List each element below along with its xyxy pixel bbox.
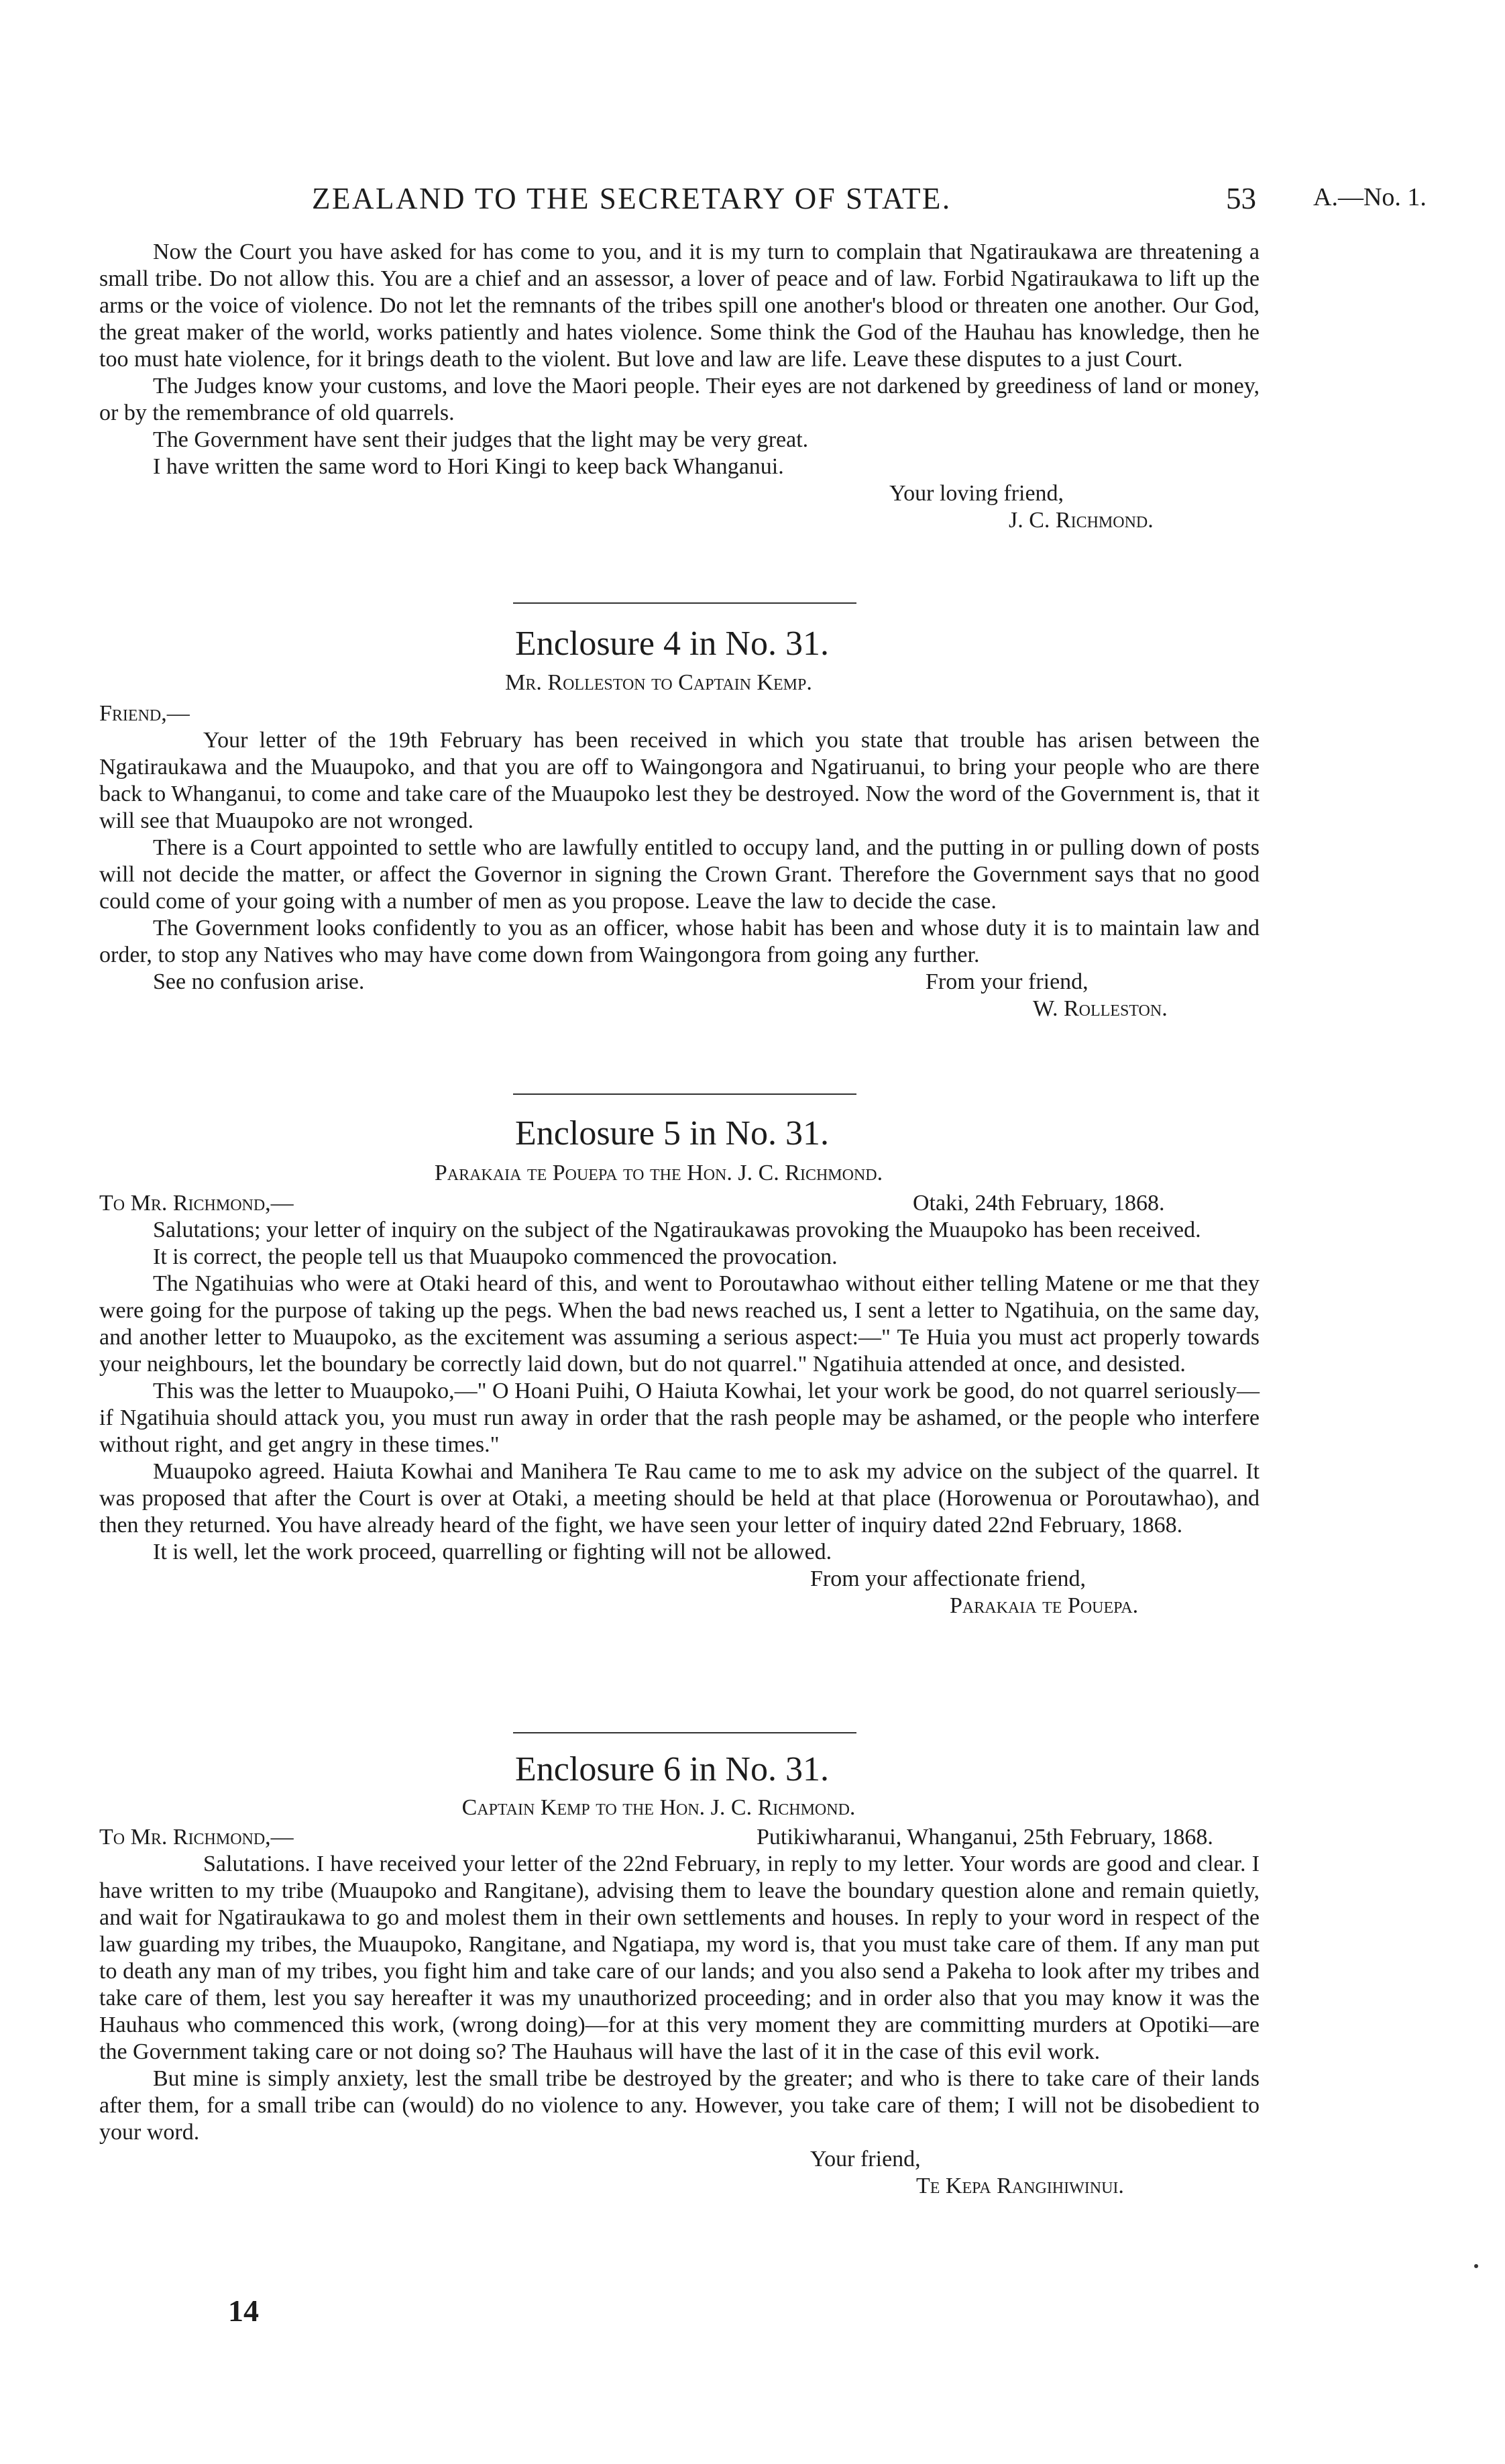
- enclosure-title: Enclosure 4 in No. 31.: [515, 625, 829, 663]
- address-line: [99, 1824, 1260, 1851]
- paragraph: I have written the same word to Hori Kingi to keep back Whanganui.: [153, 454, 784, 479]
- signature-line: [99, 2173, 1260, 2200]
- enclosure-subtitle: Mr. Rolleston to Captain Kemp.: [505, 670, 812, 695]
- paragraph: Salutations; your letter of inquiry on the subject of the Ngatiraukawas provoking the Muaupoko has been received.: [153, 1218, 1201, 1242]
- paragraph: The Government have sent their judges that the light may be very great.: [153, 427, 809, 452]
- enclosure-5-letter: [99, 1190, 1260, 1619]
- closing-line: [99, 480, 1260, 507]
- paragraph: Now the Court you have asked for has come to you, and it is my turn to complain that Ngatiraukawa are threatening a small tribe. Do not allow this. You are a chief and an assessor, a lover of peace and of law. Forbid Ngatiraukawa to lift up the arms or the voice of violence. Do not let the remnants of the tribes spill one another's blood or threaten one another. Our God, the great maker of the world, works patiently and hates violence. Some think the God of the Hauhau has knowledge, then he too must hate violence, for it brings death to the violent. But love and law are life. Leave these disputes to a just Court.: [99, 239, 1260, 372]
- salutation: Friend,—: [99, 701, 190, 726]
- enclosure-6-letter: [99, 1824, 1260, 2200]
- dateline: Putikiwharanui, Whanganui, 25th February, 1868.: [757, 1825, 1213, 1850]
- paragraph: Muaupoko agreed. Haiuta Kowhai and Manihera Te Rau came to me to ask my advice on the subject of the quarrel. It was proposed that after the Court is over at Otaki, a meeting should be held at that place (Horowenua or Poroutawhao), and then they returned. You have already heard of the fight, we have seen your letter of inquiry dated 22nd February, 1868.: [99, 1459, 1260, 1538]
- closing-line: [99, 969, 1260, 996]
- paragraph: It is correct, the people tell us that Muaupoko commenced the provocation.: [153, 1244, 838, 1269]
- enclosure-subtitle: Parakaia te Pouepa to the Hon. J. C. Richmond.: [434, 1161, 883, 1185]
- signature: Te Kepa Rangihiwinui.: [916, 2174, 1124, 2198]
- section-divider: [513, 1093, 856, 1095]
- closing: From your affectionate friend,: [810, 1566, 1086, 1591]
- enclosure-title: Enclosure 6 in No. 31.: [515, 1750, 829, 1788]
- closing: Your friend,: [810, 2147, 921, 2172]
- closing-line: [99, 1566, 1260, 1593]
- signature-line: [99, 996, 1260, 1022]
- closing-line: [99, 2146, 1260, 2173]
- paragraph: This was the letter to Muaupoko,—" O Hoani Puihi, O Haiuta Kowhai, let your work be good, do not quarrel seriously—if Ngatihuia should attack you, you must run away in order that the rash people may be ashamed, or the people who interfere without right, and get angry in these times.": [99, 1379, 1260, 1457]
- address-line: [99, 1190, 1260, 1217]
- section-divider: [513, 602, 856, 604]
- paragraph: Salutations. I have received your letter of the 22nd February, in reply to my letter. Your words are good and clear. I have written to my tribe (Muaupoko and Rangitane), advising them to leave the boundary question alone and remain quietly, and wait for Ngatiraukawa to go and molest them in their own settlements and houses. In reply to your word in respect of the law guarding my tribes, the Muaupoko, Rangitane, and Ngatiapa, my word is, that you must take care of them. If any man put to death any man of my tribes, you fight him and take care of our lands; and you also send a Pakeha to look after my tribes and take care of them, lest you say hereafter it was my unauthorized proceeding; and in order also that you may know it was the Hauhaus who commenced this work, (wrong doing)—for at this very moment they are committing murders at Opotiki—are the Government taking care or not doing so? The Hauhaus will have the last of it in the case of this evil work.: [99, 1852, 1260, 2064]
- addressee: To Mr. Richmond,—: [99, 1191, 294, 1216]
- scan-speck: [1474, 2264, 1478, 2268]
- signature-line: [99, 507, 1260, 534]
- page-header-title: ZEALAND TO THE SECRETARY OF STATE.: [312, 182, 952, 215]
- closing: Your loving friend,: [889, 481, 1064, 506]
- running-header: [0, 181, 1505, 221]
- signature: W. Rolleston.: [1033, 996, 1168, 1021]
- closing: From your friend,: [926, 969, 1089, 994]
- document-reference: A.—No. 1.: [1313, 183, 1427, 211]
- paragraph: But mine is simply anxiety, lest the small tribe be destroyed by the greater; and who is there to take care of their lands after them, for a small tribe can (would) do no violence to any. However, you take care of them; I will not be disobedient to your word.: [99, 2066, 1260, 2145]
- signature: J. C. Richmond.: [1009, 508, 1154, 533]
- signature: Parakaia te Pouepa.: [950, 1593, 1139, 1618]
- enclosure-title: Enclosure 5 in No. 31.: [515, 1114, 829, 1153]
- page-number: 53: [1226, 182, 1256, 215]
- section-divider: [513, 1732, 856, 1733]
- paragraph: The Judges know your customs, and love the Maori people. Their eyes are not darkened by greediness of land or money, or by the remembrance of old quarrels.: [99, 374, 1260, 425]
- paragraph: The Government looks confidently to you as an officer, whose habit has been and whose duty it is to maintain law and order, to stop any Natives who may have come down from Waingongora from going any further.: [99, 916, 1260, 967]
- paragraph: It is well, let the work proceed, quarrelling or fighting will not be allowed.: [153, 1540, 832, 1564]
- enclosure-subtitle: Captain Kemp to the Hon. J. C. Richmond.: [461, 1795, 856, 1820]
- paragraph: Your letter of the 19th February has been received in which you state that trouble has arisen between the Ngatiraukawa and the Muaupoko, and that you are off to Waingongora and Ngatiruanui, to bring your people who are there back to Whanganui, to come and take care of the Muaupoko lest they be destroyed. Now the word of the Government is, that it will see that Muaupoko are not wronged.: [99, 728, 1260, 833]
- signature-line: [99, 1593, 1260, 1619]
- paragraph: There is a Court appointed to settle who are lawfully entitled to occupy land, and the putting in or pulling down of posts will not decide the matter, or affect the Governor in signing the Crown Grant. Therefore the Government says that no good could come of your going with a number of men as you propose. Leave the law to decide the case.: [99, 835, 1260, 914]
- last-line: See no confusion arise.: [153, 969, 365, 994]
- dateline: Otaki, 24th February, 1868.: [913, 1191, 1165, 1216]
- addressee: To Mr. Richmond,—: [99, 1825, 294, 1850]
- enclosure-4-letter: [99, 700, 1260, 1022]
- signature-mark: 14: [228, 2294, 259, 2328]
- paragraph: The Ngatihuias who were at Otaki heard of this, and went to Poroutawhao without either telling Matene or me that they were going for the purpose of taking up the pegs. When the bad news reached us, I sent a letter to Ngatihuia, on the same day, and another letter to Muaupoko, as the excitement was assuming a serious aspect:—" Te Huia you must act properly towards your neighbours, let the boundary be correctly laid down, but do not quarrel." Ngatihuia attended at once, and desisted.: [99, 1271, 1260, 1377]
- letter-continuation: [99, 239, 1260, 534]
